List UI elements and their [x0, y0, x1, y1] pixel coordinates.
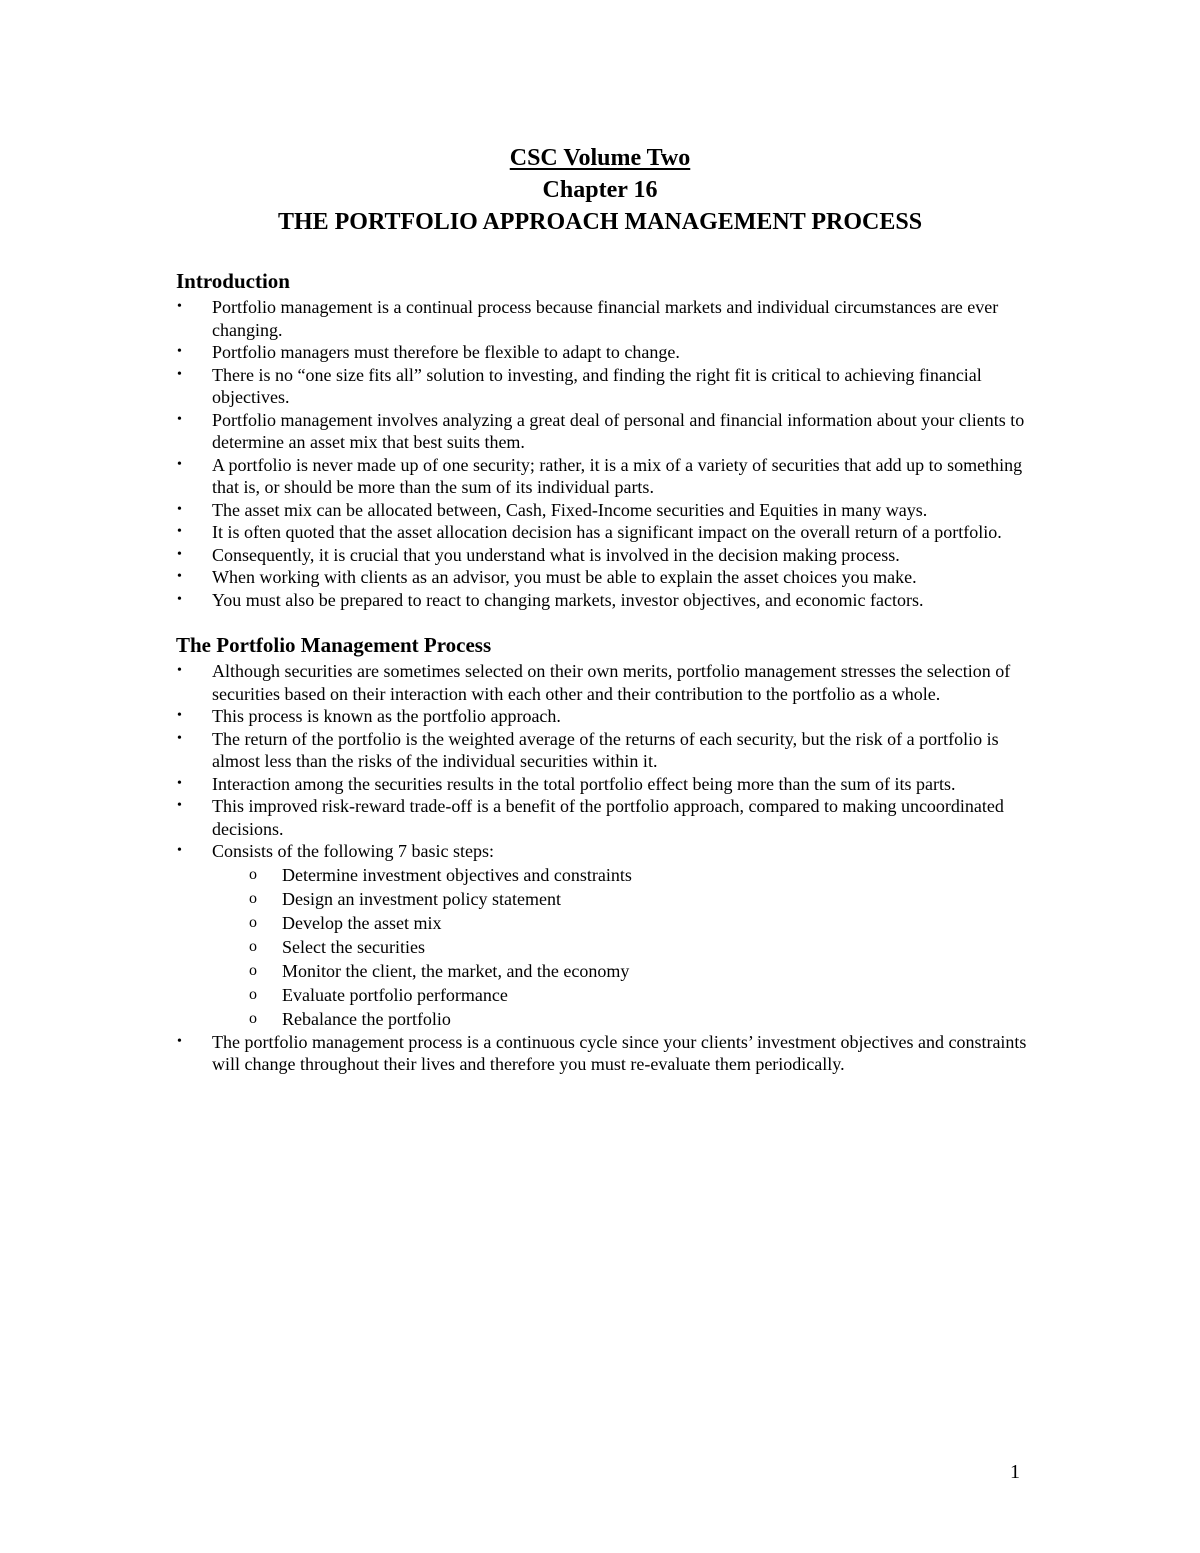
- step-text: Rebalance the portfolio: [282, 1008, 451, 1029]
- volume-title: CSC Volume Two: [509, 145, 691, 171]
- bullet-icon: •: [177, 501, 182, 517]
- list-item-text: The return of the portfolio is the weighted average of the returns of each security, but the risk of a portfolio is almost less than the risks of the individual securities within it.: [212, 728, 999, 771]
- list-item-text: Portfolio management is a continual process because financial markets and individual circumstances are ever changing.: [212, 297, 999, 340]
- bullet-icon: •: [177, 569, 182, 584]
- bullet-icon: •: [177, 366, 182, 382]
- list-item: [176, 364, 1036, 409]
- list-item: [176, 795, 1036, 840]
- list-item: [176, 589, 1036, 612]
- bullet-icon: •: [177, 775, 182, 791]
- chapter-title: Chapter 16: [542, 177, 658, 203]
- list-item-text: Consequently, it is crucial that you understand what is involved in the decision making process.: [212, 544, 900, 565]
- step-text: Develop the asset mix: [282, 912, 442, 933]
- list-item: [176, 296, 1036, 341]
- step-text: Determine investment objectives and constraints: [282, 864, 632, 885]
- introduction-list: [176, 296, 1036, 611]
- bullet-icon: •: [177, 591, 182, 607]
- bullet-icon: •: [177, 524, 182, 539]
- step-item: [176, 911, 1036, 935]
- step-item: [176, 1007, 1036, 1031]
- list-item-text: Consists of the following 7 basic steps:: [212, 841, 494, 861]
- list-item-text: It is often quoted that the asset allocation decision has a significant impact on the overall return of a portfolio.: [212, 522, 1002, 542]
- list-item-text: This improved risk-reward trade-off is a benefit of the portfolio approach, compared to making uncoordinated decisions.: [212, 796, 1004, 839]
- step-text: Select the securities: [282, 936, 425, 957]
- sub-bullet-icon: o: [249, 889, 257, 907]
- sub-bullet-icon: o: [249, 1009, 257, 1027]
- step-text: Design an investment policy statement: [282, 888, 561, 909]
- sub-bullet-icon: o: [249, 865, 257, 883]
- list-item-text: The portfolio management process is a continuous cycle since your clients’ investment objectives and constraints will change throughout their lives and therefore you must re-evaluate them periodically.: [212, 1031, 1027, 1074]
- title-block: [0, 142, 1200, 238]
- bullet-icon: •: [177, 546, 182, 562]
- list-item: [176, 1031, 1036, 1076]
- list-item-text: This process is known as the portfolio approach.: [212, 706, 561, 726]
- process-list: [176, 660, 1036, 1076]
- step-item: [176, 959, 1036, 983]
- sub-bullet-icon: o: [249, 961, 257, 979]
- list-item-text: Portfolio management involves analyzing a great deal of personal and financial information about your clients to determine an asset mix that best suits them.: [212, 409, 1025, 452]
- sub-bullet-icon: o: [249, 937, 257, 955]
- list-item-text: Interaction among the securities results in the total portfolio effect being more than the sum of its parts.: [212, 773, 956, 794]
- bullet-icon: •: [177, 1033, 182, 1049]
- list-item-text: A portfolio is never made up of one security; rather, it is a mix of a variety of securities that add up to something that is, or should be more than the sum of its individual parts.: [212, 454, 1023, 497]
- list-item-text: Portfolio managers must therefore be flexible to adapt to change.: [212, 342, 680, 362]
- steps-list: [212, 863, 1036, 1031]
- list-item-text: You must also be prepared to react to changing markets, investor objectives, and economic factors.: [212, 589, 924, 610]
- step-item: [176, 863, 1036, 887]
- step-item: [176, 887, 1036, 911]
- list-item: [176, 544, 1036, 567]
- list-item: [176, 705, 1036, 728]
- bullet-icon: •: [177, 798, 182, 813]
- list-item: [176, 660, 1036, 705]
- list-item: [176, 728, 1036, 773]
- list-item-text: The asset mix can be allocated between, Cash, Fixed-Income securities and Equities in many ways.: [212, 499, 928, 520]
- list-item: [176, 566, 1036, 589]
- bullet-icon: •: [177, 344, 182, 359]
- document-body: [176, 267, 1036, 1076]
- list-item-text: When working with clients as an advisor, you must be able to explain the asset choices you make.: [212, 567, 917, 587]
- list-item: [176, 773, 1036, 796]
- bullet-icon: •: [177, 299, 182, 314]
- list-item-text: There is no “one size fits all” solution to investing, and finding the right fit is critical to achieving financial objectives.: [212, 364, 982, 407]
- document-title: THE PORTFOLIO APPROACH MANAGEMENT PROCESS: [277, 209, 923, 235]
- list-item: [176, 840, 1036, 1031]
- list-item: [176, 499, 1036, 522]
- bullet-icon: •: [177, 843, 182, 858]
- section-heading-introduction: Introduction: [176, 269, 290, 293]
- step-text: Monitor the client, the market, and the economy: [282, 960, 630, 981]
- bullet-icon: •: [177, 730, 182, 746]
- step-text: Evaluate portfolio performance: [282, 984, 508, 1005]
- page-number: 1: [1010, 1461, 1020, 1483]
- step-item: [176, 983, 1036, 1007]
- section-heading-portfolio-management-process: The Portfolio Management Process: [176, 633, 492, 657]
- step-item: [176, 935, 1036, 959]
- list-item: [176, 409, 1036, 454]
- bullet-icon: •: [177, 456, 182, 472]
- bullet-icon: •: [177, 708, 182, 723]
- bullet-icon: •: [177, 663, 182, 678]
- list-item: [176, 454, 1036, 499]
- sub-bullet-icon: o: [249, 913, 257, 931]
- list-item: [176, 521, 1036, 544]
- list-item-text: Although securities are sometimes selected on their own merits, portfolio management stresses the selection of securities based on their interaction with each other and their contribution to the portfolio as a whole.: [212, 661, 1011, 704]
- list-item: [176, 341, 1036, 364]
- bullet-icon: •: [177, 411, 182, 427]
- sub-bullet-icon: o: [249, 985, 257, 1003]
